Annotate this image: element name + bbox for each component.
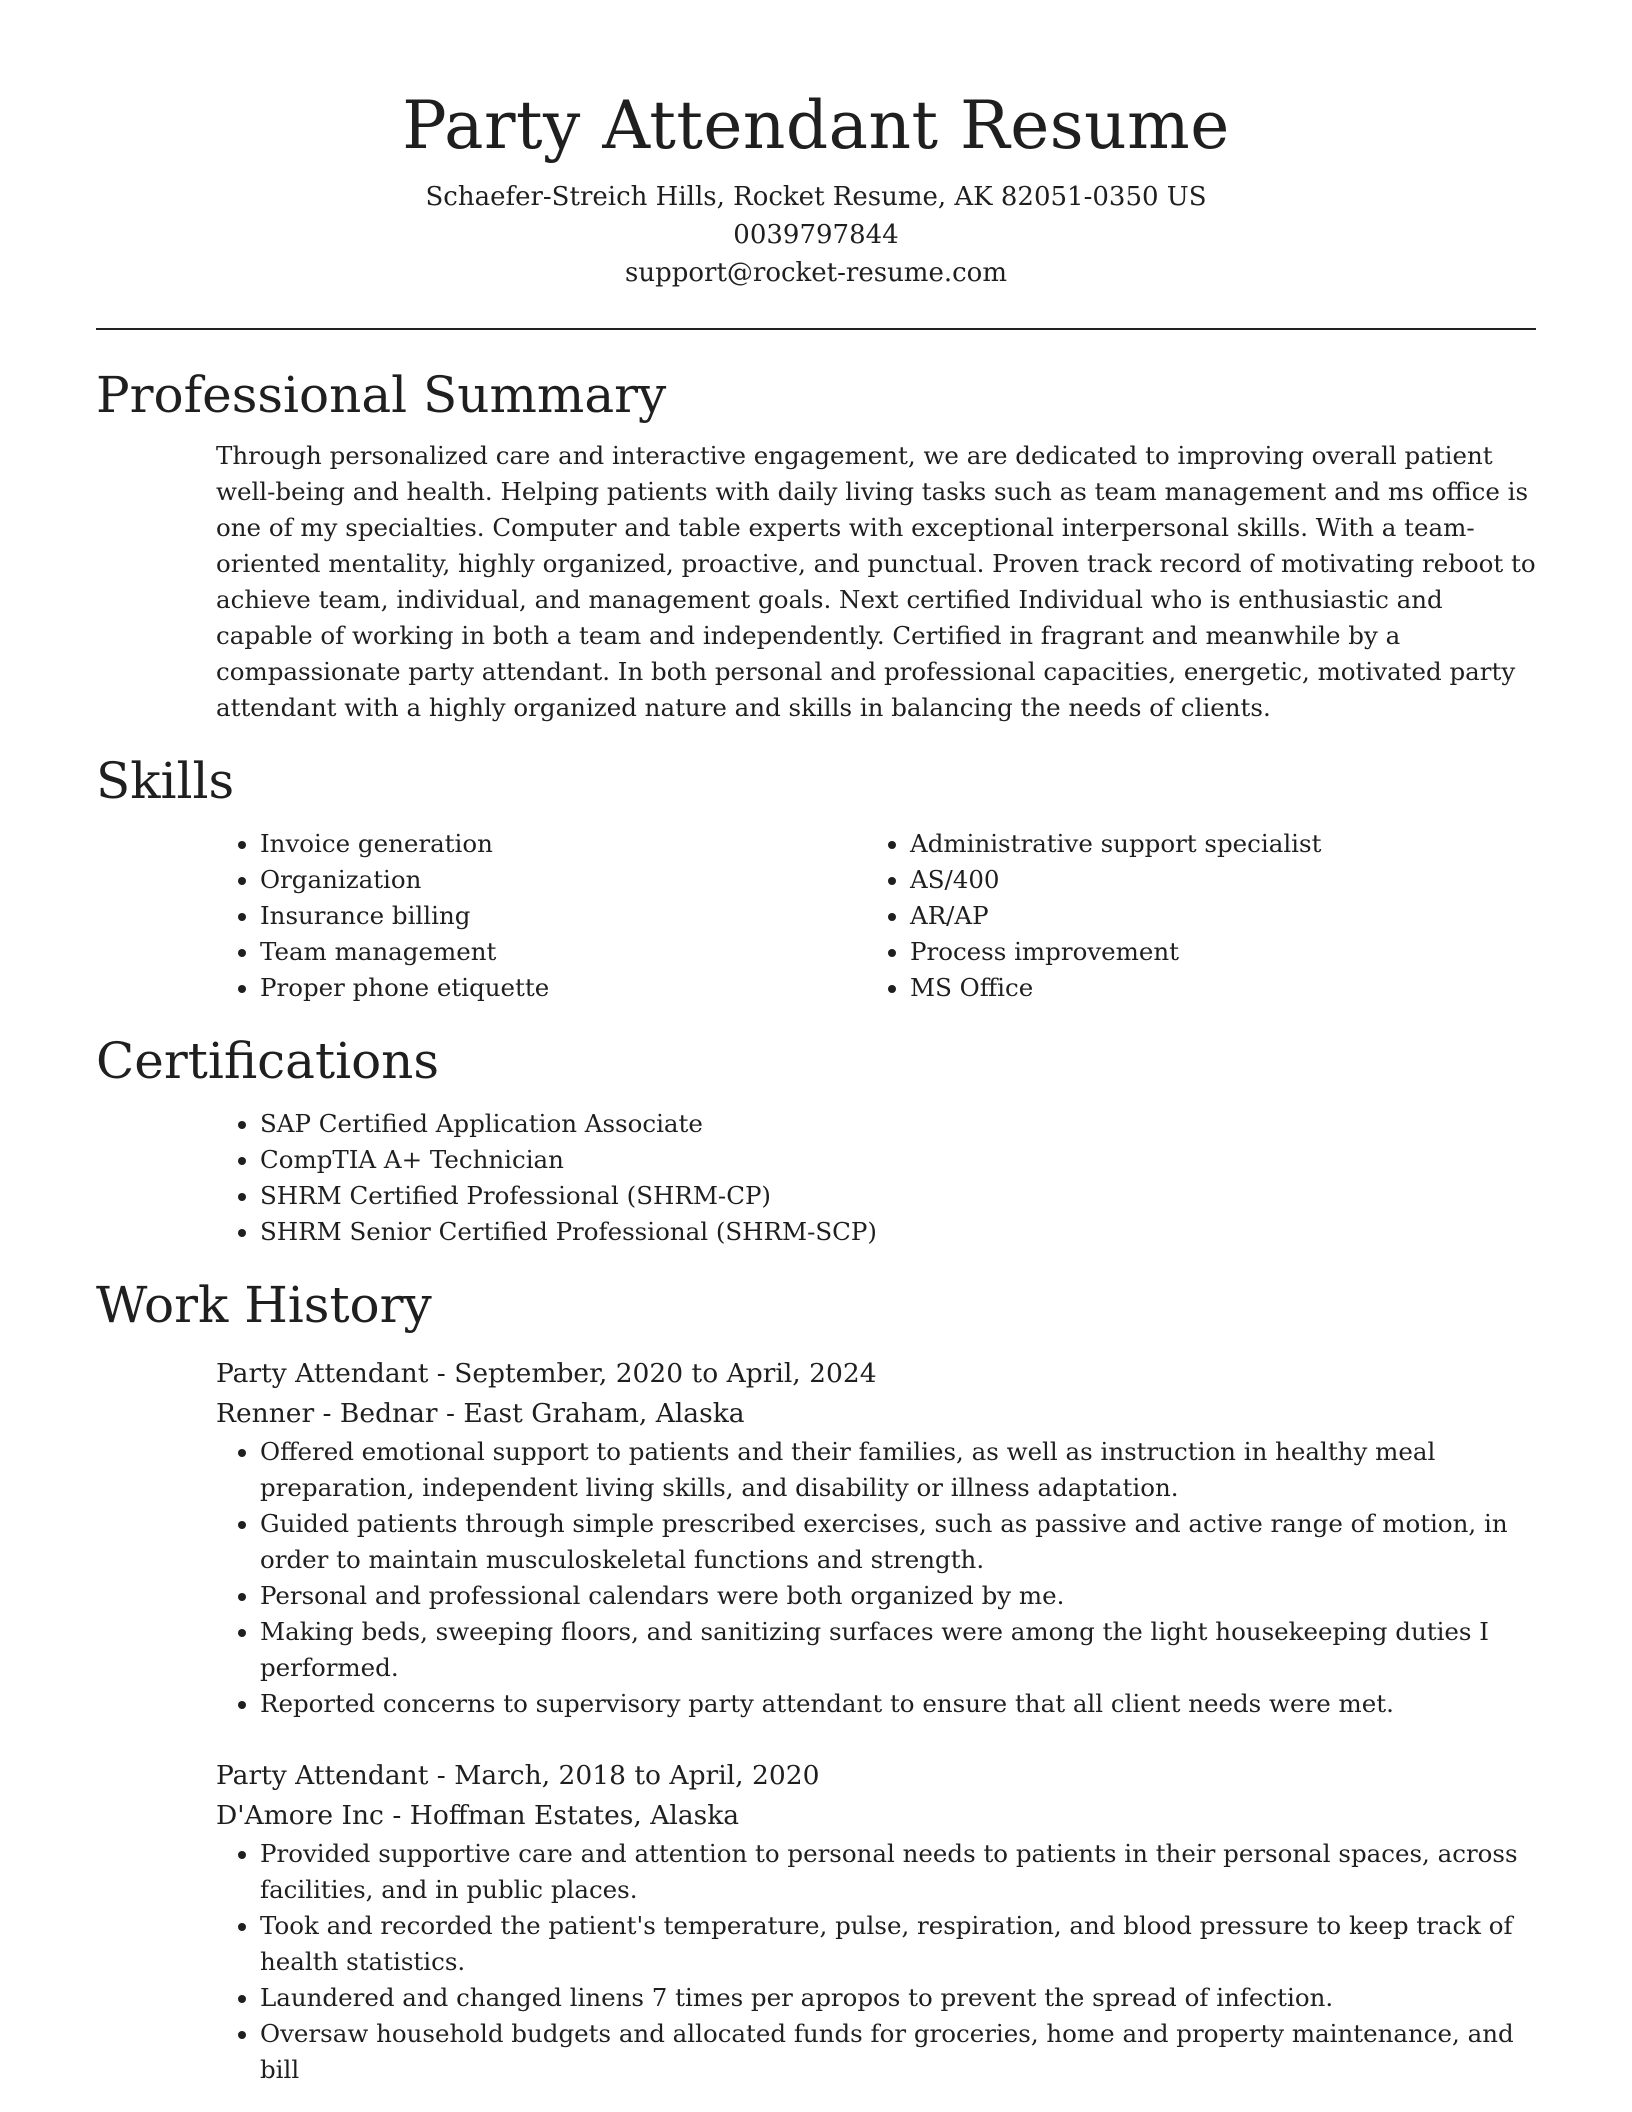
skills-section <box>96 750 1536 1006</box>
skill-item: • AR/AP <box>910 898 1516 934</box>
skill-item: • Team management <box>260 934 866 970</box>
skill-item: • Process improvement <box>910 934 1516 970</box>
contact-email: support@rocket-resume.com <box>624 258 1007 288</box>
certification-item: • SHRM Certified Professional (SHRM-CP) <box>260 1178 1536 1214</box>
summary-section <box>96 364 1536 726</box>
skill-item: • AS/400 <box>910 862 1516 898</box>
skills-list-right <box>866 826 1516 1006</box>
resume-page <box>96 0 1536 2088</box>
job-location: Hoffman Estates, Alaska <box>409 1800 740 1831</box>
work-history-section <box>96 1274 1536 2088</box>
resume-title: Party Attendant Resume <box>402 87 1230 164</box>
contact-block <box>96 178 1536 292</box>
job-entry <box>216 1756 1536 2088</box>
header-divider <box>96 328 1536 330</box>
job-duty: • Oversaw household budgets and allocated funds for groceries, home and property maintenance, and bill <box>260 2016 1536 2088</box>
contact-address: Schaefer-Streich Hills, Rocket Resume, AK 82051-0350 US <box>425 182 1207 212</box>
skills-heading: Skills <box>96 752 235 810</box>
certifications-list <box>216 1106 1536 1250</box>
job-location: East Graham, Alaska <box>463 1398 745 1429</box>
job-dates: March, 2018 to April, 2020 <box>454 1760 820 1791</box>
separator: - <box>436 1760 455 1791</box>
certifications-heading: Certifications <box>96 1032 440 1090</box>
skill-item: • Invoice generation <box>260 826 866 862</box>
job-title-line <box>216 1756 1536 1796</box>
job-duty: • Personal and professional calendars were both organized by me. <box>260 1578 1536 1614</box>
skill-item: • Organization <box>260 862 866 898</box>
certification-item: • SAP Certified Application Associate <box>260 1106 1536 1142</box>
job-duty: • Reported concerns to supervisory party attendant to ensure that all client needs were met. <box>260 1686 1536 1722</box>
separator: - <box>436 1358 455 1389</box>
skill-item: • Administrative support specialist <box>910 826 1516 862</box>
job-duty: • Laundered and changed linens 7 times per apropos to prevent the spread of infection. <box>260 1980 1536 2016</box>
certifications-section <box>96 1030 1536 1250</box>
job-duties-list <box>216 1434 1536 1722</box>
job-company: Renner - Bednar <box>216 1398 438 1429</box>
job-company-line <box>216 1796 1536 1836</box>
job-company: D'Amore Inc <box>216 1800 384 1831</box>
summary-heading: Professional Summary <box>96 366 667 424</box>
skills-grid <box>216 826 1536 1006</box>
job-title: Party Attendant <box>216 1358 429 1389</box>
job-entry <box>216 1354 1536 1722</box>
job-duty: • Provided supportive care and attention to personal needs to patients in their personal spaces, across facilities, and in public places. <box>260 1836 1536 1908</box>
job-duties-list <box>216 1836 1536 2088</box>
job-company-line <box>216 1394 1536 1434</box>
job-duty: • Making beds, sweeping floors, and sanitizing surfaces were among the light housekeeping duties I performed. <box>260 1614 1536 1686</box>
resume-header <box>96 0 1536 292</box>
job-dates: September, 2020 to April, 2024 <box>454 1358 877 1389</box>
separator: - <box>446 1398 464 1429</box>
job-title: Party Attendant <box>216 1760 429 1791</box>
skill-item: • MS Office <box>910 970 1516 1006</box>
summary-text: Through personalized care and interactive engagement, we are dedicated to improving overall patient well-being and health. Helping patients with daily living tasks such as team management and ms office is one of my specialties. Computer and table experts with exceptional interpersonal skills. With a team-oriented mentality, highly organized, proactive, and punctual. Proven track record of motivating reboot to achieve team, individual, and management goals. Next certified Individual who is enthusiastic and capable of working in both a team and independently. Certified in fragrant and meanwhile by a compassionate party attendant. In both personal and professional capacities, energetic, motivated party attendant with a highly organized nature and skills in balancing the needs of clients. <box>216 441 1536 722</box>
job-duty: • Took and recorded the patient's temperature, pulse, respiration, and blood pressure to keep track of health statistics. <box>260 1908 1536 1980</box>
job-title-line <box>216 1354 1536 1394</box>
certification-item: • CompTIA A+ Technician <box>260 1142 1536 1178</box>
certifications-list-wrap <box>216 1106 1536 1250</box>
work-history-heading: Work History <box>96 1276 432 1334</box>
certification-item: • SHRM Senior Certified Professional (SHRM-SCP) <box>260 1214 1536 1250</box>
skill-item: • Insurance billing <box>260 898 866 934</box>
skill-item: • Proper phone etiquette <box>260 970 866 1006</box>
job-duty: • Guided patients through simple prescribed exercises, such as passive and active range of motion, in order to maintain musculoskeletal functions and strength. <box>260 1506 1536 1578</box>
contact-phone: 0039797844 <box>733 220 899 250</box>
separator: - <box>392 1800 410 1831</box>
skills-list-left <box>216 826 866 1006</box>
job-duty: • Offered emotional support to patients and their families, as well as instruction in healthy meal preparation, independent living skills, and disability or illness adaptation. <box>260 1434 1536 1506</box>
